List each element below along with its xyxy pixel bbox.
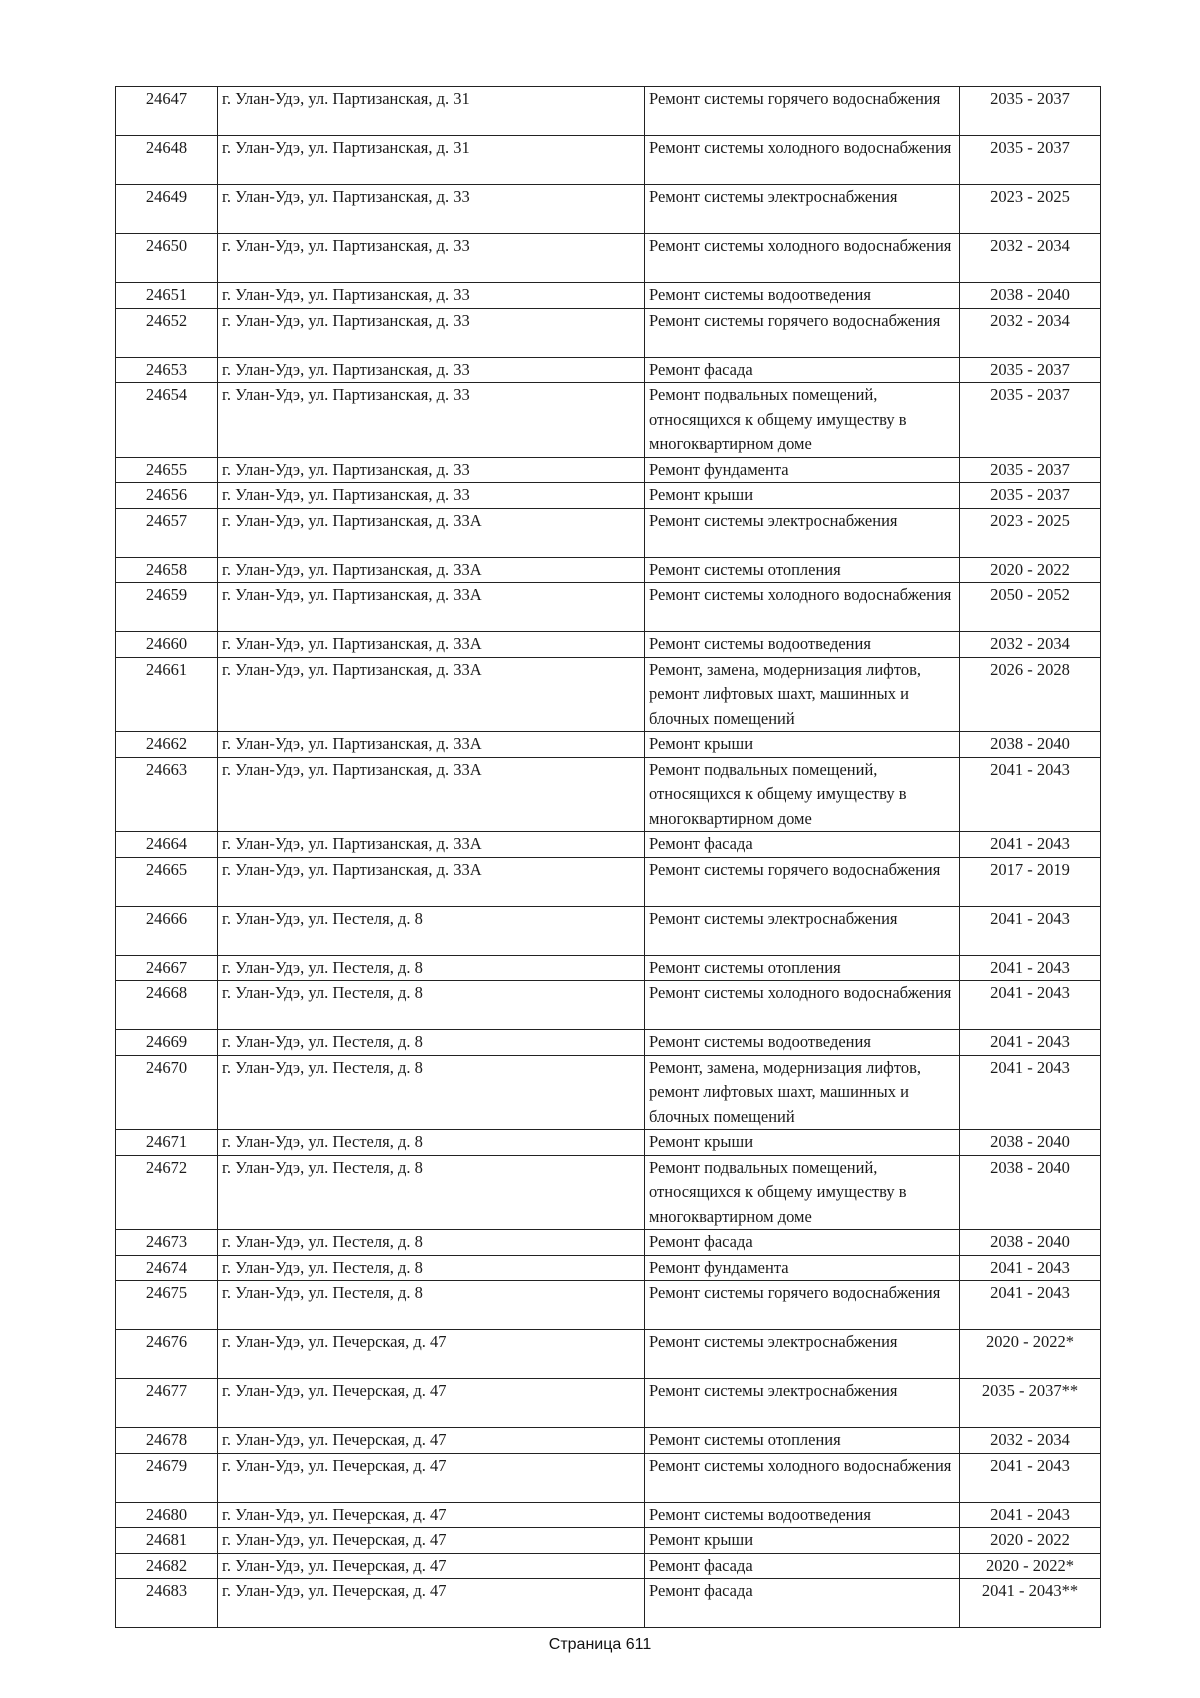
row-number-cell: 24661 xyxy=(116,657,218,732)
table-row xyxy=(116,87,1101,136)
work-type-cell: Ремонт системы электроснабжения xyxy=(645,1330,960,1379)
work-type-cell: Ремонт системы холодного водоснабжения xyxy=(645,981,960,1030)
work-type-cell: Ремонт системы отопления xyxy=(645,557,960,583)
address-cell: г. Улан-Удэ, ул. Печерская, д. 47 xyxy=(218,1502,645,1528)
work-type-cell: Ремонт подвальных помещений, относящихся к общему имуществу в многоквартирном доме xyxy=(645,1155,960,1230)
address-cell: г. Улан-Удэ, ул. Печерская, д. 47 xyxy=(218,1379,645,1428)
address-cell: г. Улан-Удэ, ул. Пестеля, д. 8 xyxy=(218,1281,645,1330)
row-number-cell: 24677 xyxy=(116,1379,218,1428)
table-row xyxy=(116,632,1101,658)
row-number-cell: 24650 xyxy=(116,234,218,283)
table-row xyxy=(116,657,1101,732)
period-cell: 2032 - 2034 xyxy=(960,1428,1101,1454)
row-number-cell: 24678 xyxy=(116,1428,218,1454)
period-cell: 2041 - 2043 xyxy=(960,1453,1101,1502)
period-cell: 2026 - 2028 xyxy=(960,657,1101,732)
address-cell: г. Улан-Удэ, ул. Партизанская, д. 31 xyxy=(218,136,645,185)
table-row xyxy=(116,1453,1101,1502)
address-cell: г. Улан-Удэ, ул. Печерская, д. 47 xyxy=(218,1553,645,1579)
table-row xyxy=(116,136,1101,185)
work-type-cell: Ремонт системы водоотведения xyxy=(645,283,960,309)
period-cell: 2041 - 2043 xyxy=(960,1502,1101,1528)
address-cell: г. Улан-Удэ, ул. Партизанская, д. 31 xyxy=(218,87,645,136)
period-cell: 2035 - 2037 xyxy=(960,457,1101,483)
work-type-cell: Ремонт фундамента xyxy=(645,1255,960,1281)
table-row xyxy=(116,1030,1101,1056)
row-number-cell: 24647 xyxy=(116,87,218,136)
address-cell: г. Улан-Удэ, ул. Пестеля, д. 8 xyxy=(218,1055,645,1130)
table-row xyxy=(116,1281,1101,1330)
work-type-cell: Ремонт фасада xyxy=(645,357,960,383)
address-cell: г. Улан-Удэ, ул. Печерская, д. 47 xyxy=(218,1330,645,1379)
row-number-cell: 24667 xyxy=(116,955,218,981)
table-row xyxy=(116,1330,1101,1379)
table-row xyxy=(116,832,1101,858)
work-type-cell: Ремонт системы электроснабжения xyxy=(645,508,960,557)
address-cell: г. Улан-Удэ, ул. Партизанская, д. 33 xyxy=(218,357,645,383)
table-row xyxy=(116,483,1101,509)
address-cell: г. Улан-Удэ, ул. Партизанская, д. 33А xyxy=(218,583,645,632)
work-type-cell: Ремонт системы горячего водоснабжения xyxy=(645,308,960,357)
address-cell: г. Улан-Удэ, ул. Партизанская, д. 33 xyxy=(218,483,645,509)
table-row xyxy=(116,1379,1101,1428)
table-row xyxy=(116,1428,1101,1454)
address-cell: г. Улан-Удэ, ул. Партизанская, д. 33 xyxy=(218,457,645,483)
row-number-cell: 24665 xyxy=(116,857,218,906)
row-number-cell: 24652 xyxy=(116,308,218,357)
row-number-cell: 24663 xyxy=(116,757,218,832)
row-number-cell: 24651 xyxy=(116,283,218,309)
row-number-cell: 24671 xyxy=(116,1130,218,1156)
address-cell: г. Улан-Удэ, ул. Партизанская, д. 33А xyxy=(218,732,645,758)
period-cell: 2038 - 2040 xyxy=(960,1230,1101,1256)
address-cell: г. Улан-Удэ, ул. Пестеля, д. 8 xyxy=(218,906,645,955)
period-cell: 2041 - 2043 xyxy=(960,1030,1101,1056)
work-type-cell: Ремонт крыши xyxy=(645,732,960,758)
row-number-cell: 24675 xyxy=(116,1281,218,1330)
work-type-cell: Ремонт системы водоотведения xyxy=(645,1502,960,1528)
address-cell: г. Улан-Удэ, ул. Партизанская, д. 33А xyxy=(218,657,645,732)
row-number-cell: 24649 xyxy=(116,185,218,234)
address-cell: г. Улан-Удэ, ул. Пестеля, д. 8 xyxy=(218,981,645,1030)
table-row xyxy=(116,457,1101,483)
period-cell: 2023 - 2025 xyxy=(960,508,1101,557)
row-number-cell: 24666 xyxy=(116,906,218,955)
period-cell: 2041 - 2043 xyxy=(960,1255,1101,1281)
table-row xyxy=(116,981,1101,1030)
table-row xyxy=(116,955,1101,981)
row-number-cell: 24668 xyxy=(116,981,218,1030)
row-number-cell: 24648 xyxy=(116,136,218,185)
work-type-cell: Ремонт системы электроснабжения xyxy=(645,185,960,234)
row-number-cell: 24664 xyxy=(116,832,218,858)
period-cell: 2020 - 2022 xyxy=(960,1528,1101,1554)
work-type-cell: Ремонт системы горячего водоснабжения xyxy=(645,857,960,906)
address-cell: г. Улан-Удэ, ул. Партизанская, д. 33А xyxy=(218,832,645,858)
address-cell: г. Улан-Удэ, ул. Партизанская, д. 33А xyxy=(218,632,645,658)
table-row xyxy=(116,308,1101,357)
row-number-cell: 24682 xyxy=(116,1553,218,1579)
table-row xyxy=(116,1255,1101,1281)
row-number-cell: 24680 xyxy=(116,1502,218,1528)
table-row xyxy=(116,383,1101,458)
repair-schedule-table xyxy=(115,86,1101,1628)
work-type-cell: Ремонт системы холодного водоснабжения xyxy=(645,234,960,283)
row-number-cell: 24653 xyxy=(116,357,218,383)
period-cell: 2041 - 2043 xyxy=(960,832,1101,858)
work-type-cell: Ремонт подвальных помещений, относящихся к общему имуществу в многоквартирном доме xyxy=(645,383,960,458)
row-number-cell: 24658 xyxy=(116,557,218,583)
period-cell: 2041 - 2043 xyxy=(960,906,1101,955)
work-type-cell: Ремонт подвальных помещений, относящихся к общему имуществу в многоквартирном доме xyxy=(645,757,960,832)
work-type-cell: Ремонт фасада xyxy=(645,1553,960,1579)
row-number-cell: 24669 xyxy=(116,1030,218,1056)
work-type-cell: Ремонт системы горячего водоснабжения xyxy=(645,1281,960,1330)
period-cell: 2032 - 2034 xyxy=(960,234,1101,283)
work-type-cell: Ремонт фасада xyxy=(645,832,960,858)
work-type-cell: Ремонт системы холодного водоснабжения xyxy=(645,583,960,632)
period-cell: 2041 - 2043 xyxy=(960,757,1101,832)
address-cell: г. Улан-Удэ, ул. Партизанская, д. 33 xyxy=(218,283,645,309)
row-number-cell: 24657 xyxy=(116,508,218,557)
address-cell: г. Улан-Удэ, ул. Партизанская, д. 33 xyxy=(218,234,645,283)
table-row xyxy=(116,185,1101,234)
row-number-cell: 24656 xyxy=(116,483,218,509)
address-cell: г. Улан-Удэ, ул. Партизанская, д. 33 xyxy=(218,383,645,458)
row-number-cell: 24659 xyxy=(116,583,218,632)
address-cell: г. Улан-Удэ, ул. Партизанская, д. 33 xyxy=(218,308,645,357)
period-cell: 2038 - 2040 xyxy=(960,1130,1101,1156)
table-row xyxy=(116,283,1101,309)
row-number-cell: 24662 xyxy=(116,732,218,758)
work-type-cell: Ремонт системы отопления xyxy=(645,1428,960,1454)
address-cell: г. Улан-Удэ, ул. Печерская, д. 47 xyxy=(218,1428,645,1454)
period-cell: 2020 - 2022 xyxy=(960,557,1101,583)
table-row xyxy=(116,1055,1101,1130)
work-type-cell: Ремонт крыши xyxy=(645,1130,960,1156)
table-row xyxy=(116,583,1101,632)
work-type-cell: Ремонт системы водоотведения xyxy=(645,632,960,658)
period-cell: 2041 - 2043 xyxy=(960,981,1101,1030)
address-cell: г. Улан-Удэ, ул. Пестеля, д. 8 xyxy=(218,1030,645,1056)
table-row xyxy=(116,1553,1101,1579)
table-row xyxy=(116,732,1101,758)
row-number-cell: 24679 xyxy=(116,1453,218,1502)
table-row xyxy=(116,1230,1101,1256)
work-type-cell: Ремонт системы электроснабжения xyxy=(645,1379,960,1428)
period-cell: 2035 - 2037 xyxy=(960,483,1101,509)
period-cell: 2020 - 2022* xyxy=(960,1553,1101,1579)
table-row xyxy=(116,906,1101,955)
work-type-cell: Ремонт крыши xyxy=(645,483,960,509)
address-cell: г. Улан-Удэ, ул. Пестеля, д. 8 xyxy=(218,1130,645,1156)
address-cell: г. Улан-Удэ, ул. Печерская, д. 47 xyxy=(218,1453,645,1502)
work-type-cell: Ремонт системы водоотведения xyxy=(645,1030,960,1056)
work-type-cell: Ремонт фасада xyxy=(645,1230,960,1256)
table-row xyxy=(116,857,1101,906)
table-row xyxy=(116,1502,1101,1528)
period-cell: 2035 - 2037 xyxy=(960,357,1101,383)
work-type-cell: Ремонт, замена, модернизация лифтов, ремонт лифтовых шахт, машинных и блочных помещений xyxy=(645,657,960,732)
period-cell: 2035 - 2037 xyxy=(960,383,1101,458)
address-cell: г. Улан-Удэ, ул. Партизанская, д. 33А xyxy=(218,557,645,583)
table-row xyxy=(116,357,1101,383)
period-cell: 2020 - 2022* xyxy=(960,1330,1101,1379)
address-cell: г. Улан-Удэ, ул. Пестеля, д. 8 xyxy=(218,1255,645,1281)
table-row xyxy=(116,557,1101,583)
period-cell: 2017 - 2019 xyxy=(960,857,1101,906)
work-type-cell: Ремонт крыши xyxy=(645,1528,960,1554)
period-cell: 2038 - 2040 xyxy=(960,1155,1101,1230)
work-type-cell: Ремонт фундамента xyxy=(645,457,960,483)
work-type-cell: Ремонт, замена, модернизация лифтов, ремонт лифтовых шахт, машинных и блочных помещений xyxy=(645,1055,960,1130)
period-cell: 2038 - 2040 xyxy=(960,283,1101,309)
work-type-cell: Ремонт системы холодного водоснабжения xyxy=(645,1453,960,1502)
table-row xyxy=(116,1130,1101,1156)
period-cell: 2041 - 2043** xyxy=(960,1579,1101,1628)
address-cell: г. Улан-Удэ, ул. Печерская, д. 47 xyxy=(218,1528,645,1554)
address-cell: г. Улан-Удэ, ул. Партизанская, д. 33А xyxy=(218,508,645,557)
table-row xyxy=(116,1579,1101,1628)
period-cell: 2038 - 2040 xyxy=(960,732,1101,758)
row-number-cell: 24670 xyxy=(116,1055,218,1130)
address-cell: г. Улан-Удэ, ул. Пестеля, д. 8 xyxy=(218,955,645,981)
address-cell: г. Улан-Удэ, ул. Печерская, д. 47 xyxy=(218,1579,645,1628)
page-number: Страница 611 xyxy=(548,1636,652,1653)
address-cell: г. Улан-Удэ, ул. Партизанская, д. 33 xyxy=(218,185,645,234)
address-cell: г. Улан-Удэ, ул. Партизанская, д. 33А xyxy=(218,857,645,906)
period-cell: 2032 - 2034 xyxy=(960,632,1101,658)
table-row xyxy=(116,508,1101,557)
address-cell: г. Улан-Удэ, ул. Пестеля, д. 8 xyxy=(218,1155,645,1230)
period-cell: 2023 - 2025 xyxy=(960,185,1101,234)
period-cell: 2041 - 2043 xyxy=(960,1281,1101,1330)
row-number-cell: 24673 xyxy=(116,1230,218,1256)
period-cell: 2035 - 2037 xyxy=(960,136,1101,185)
period-cell: 2041 - 2043 xyxy=(960,1055,1101,1130)
period-cell: 2035 - 2037** xyxy=(960,1379,1101,1428)
work-type-cell: Ремонт системы отопления xyxy=(645,955,960,981)
row-number-cell: 24654 xyxy=(116,383,218,458)
row-number-cell: 24674 xyxy=(116,1255,218,1281)
period-cell: 2041 - 2043 xyxy=(960,955,1101,981)
row-number-cell: 24676 xyxy=(116,1330,218,1379)
row-number-cell: 24655 xyxy=(116,457,218,483)
row-number-cell: 24672 xyxy=(116,1155,218,1230)
table-row xyxy=(116,234,1101,283)
period-cell: 2050 - 2052 xyxy=(960,583,1101,632)
work-type-cell: Ремонт системы холодного водоснабжения xyxy=(645,136,960,185)
address-cell: г. Улан-Удэ, ул. Пестеля, д. 8 xyxy=(218,1230,645,1256)
work-type-cell: Ремонт системы горячего водоснабжения xyxy=(645,87,960,136)
period-cell: 2035 - 2037 xyxy=(960,87,1101,136)
row-number-cell: 24683 xyxy=(116,1579,218,1628)
table-body xyxy=(116,87,1101,1628)
row-number-cell: 24660 xyxy=(116,632,218,658)
table-row xyxy=(116,1155,1101,1230)
period-cell: 2032 - 2034 xyxy=(960,308,1101,357)
work-type-cell: Ремонт фасада xyxy=(645,1579,960,1628)
table-row xyxy=(116,757,1101,832)
row-number-cell: 24681 xyxy=(116,1528,218,1554)
table-row xyxy=(116,1528,1101,1554)
work-type-cell: Ремонт системы электроснабжения xyxy=(645,906,960,955)
address-cell: г. Улан-Удэ, ул. Партизанская, д. 33А xyxy=(218,757,645,832)
